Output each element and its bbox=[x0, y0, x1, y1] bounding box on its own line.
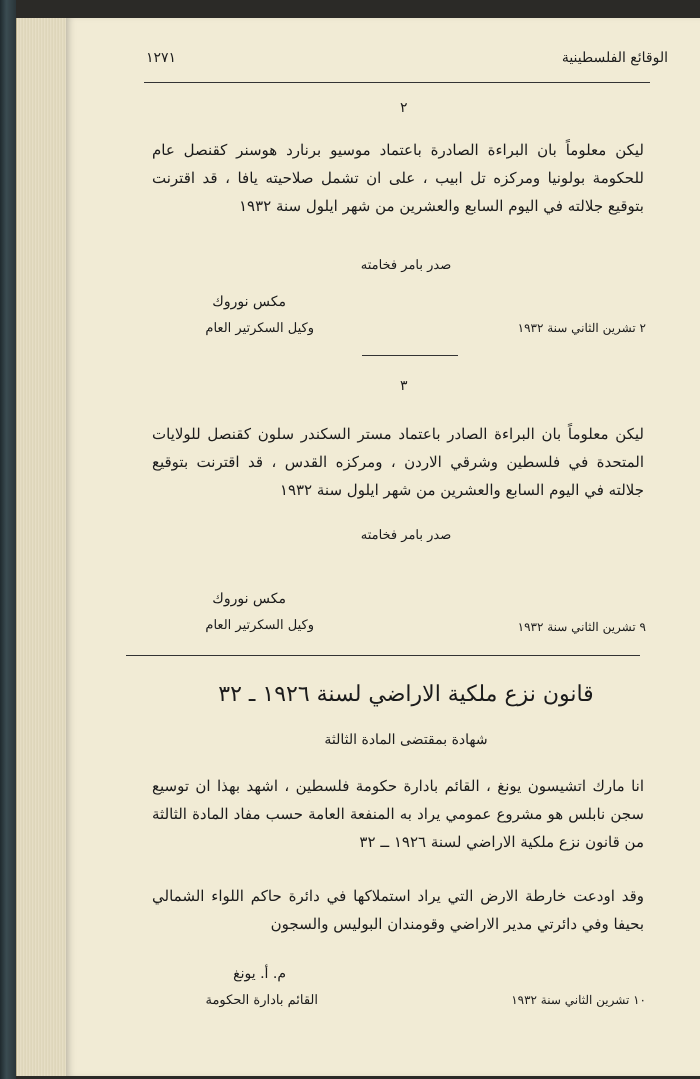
section-2-order: صدر بامر فخامته bbox=[360, 258, 452, 273]
law-signatory-title: القائم بادارة الحكومة bbox=[205, 993, 318, 1008]
page-edges bbox=[16, 18, 69, 1076]
section-2-date: ٢ تشرين الثاني سنة ١٩٣٢ bbox=[517, 321, 646, 335]
book-spine bbox=[0, 0, 16, 1079]
section-3-date: ٩ تشرين الثاني سنة ١٩٣٢ bbox=[517, 620, 646, 634]
document-page bbox=[66, 18, 700, 1076]
law-subtitle: شهادة بمقتضى المادة الثالثة bbox=[324, 732, 488, 748]
law-divider bbox=[126, 655, 640, 656]
law-signatory: م. أ. يونغ bbox=[233, 966, 286, 982]
section-3-signatory-title: وكيل السكرتير العام bbox=[205, 618, 314, 633]
law-paragraph-2: وقد اودعت خارطة الارض التي يراد استملاكها في دائرة حاكم اللواء الشمالي بحيفا وفي دائرتي مدير الاراضي وقومندان البوليس والسجون bbox=[152, 887, 644, 933]
law-date: ١٠ تشرين الثاني سنة ١٩٣٢ bbox=[511, 993, 646, 1007]
section-3-number: ٣ bbox=[400, 378, 408, 394]
section-2-signatory-title: وكيل السكرتير العام bbox=[205, 321, 314, 336]
law-title: قانون نزع ملكية الاراضي لسنة ١٩٢٦ ـ ٣٢ bbox=[218, 682, 594, 707]
section-2-signatory: مكس نوروك bbox=[212, 294, 286, 310]
header-title: الوقائع الفلسطينية bbox=[561, 50, 668, 66]
section-divider bbox=[362, 355, 458, 356]
section-3-signatory: مكس نوروك bbox=[212, 591, 286, 607]
header-divider bbox=[144, 82, 650, 83]
law-paragraph-1: انا مارك اتشيسون يونغ ، القائم بادارة حكومة فلسطين ، اشهد بهذا ان توسيع سجن نابلس هو مشروع عمومي يراد به المنفعة العامة حسب مفاد المادة الثالثة من قانون نزع ملكية الاراضي لسنة ١٩٢٦ ــ ٣٢ bbox=[152, 777, 644, 851]
section-3-order: صدر بامر فخامته bbox=[360, 528, 452, 543]
section-3-paragraph: ليكن معلوماً بان البراءة الصادر باعتماد مستر السكندر سلون كقنصل للولايات المتحدة في فلسطين وشرقي الاردن ، ومركزه القدس ، قد اقترنت بتوقيع جلالته في اليوم السابع والعشرين من شهر ايلول سنة ١٩٣٢ bbox=[152, 425, 644, 499]
page-header bbox=[146, 50, 668, 66]
section-2-paragraph: ليكن معلوماً بان البراءة الصادرة باعتماد موسيو برنارد هوسنر كقنصل عام للحكومة بولونيا ومركزه تل ابيب ، على ان تشمل صلاحيته يافا ، قد اقترنت بتوقيع جلالته في اليوم السابع والعشرين من شهر ايلول سنة ١٩٣٢ bbox=[152, 141, 644, 215]
page-number: ١٢٧١ bbox=[146, 50, 177, 66]
section-2-number: ٢ bbox=[400, 100, 408, 116]
